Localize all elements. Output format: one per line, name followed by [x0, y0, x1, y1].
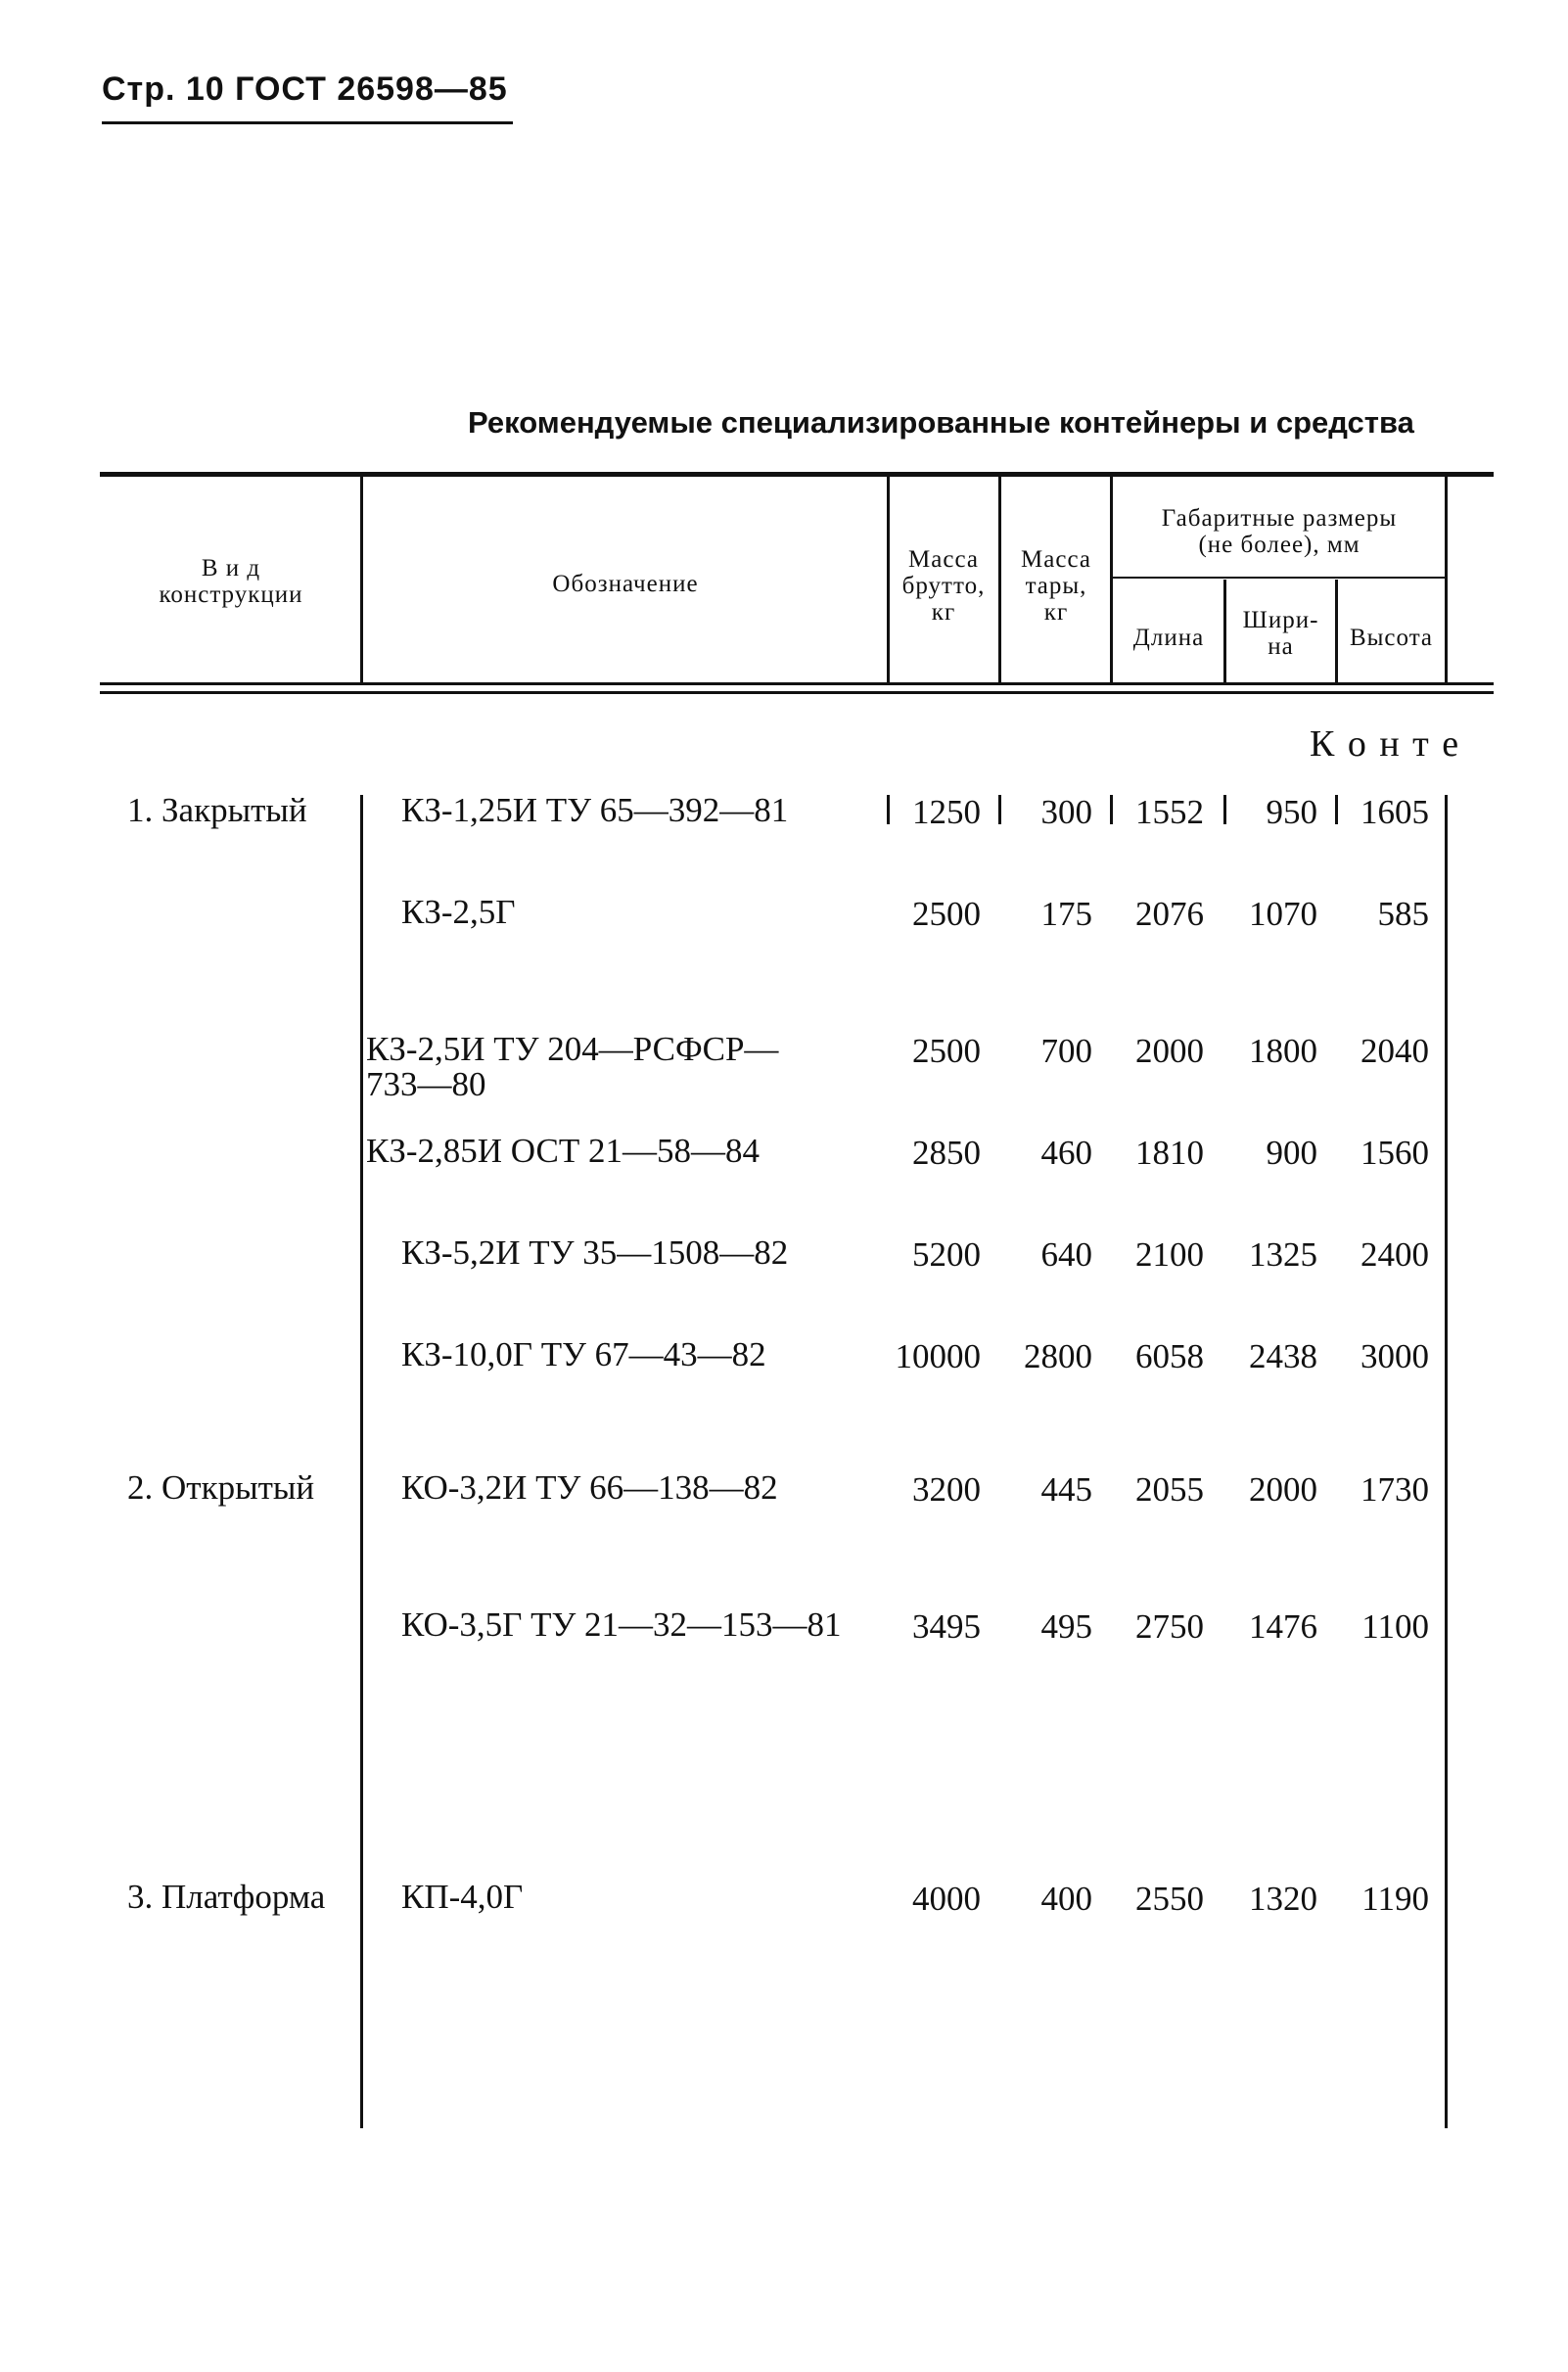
row-2-gross: 2500 [912, 895, 981, 933]
row-1-gross: 1250 [912, 793, 981, 831]
row-4-tare: 460 [1040, 1134, 1092, 1172]
row-6-height: 3000 [1360, 1337, 1429, 1375]
body-vline-right [1445, 795, 1448, 2128]
row-8-designation: КО-3,5Г ТУ 21—32—153—81 [401, 1605, 842, 1644]
row-4-width: 900 [1266, 1134, 1317, 1172]
row-1-designation: КЗ-1,25И ТУ 65—392—81 [401, 791, 789, 829]
col-header-tare-mass: Масса тары, кг [1021, 546, 1091, 626]
header-vline-7 [1445, 477, 1448, 682]
row-1-length: 1552 [1135, 793, 1204, 831]
row-1-height: 1605 [1360, 793, 1429, 831]
row-4-length: 1810 [1135, 1134, 1204, 1172]
row-5-height: 2400 [1360, 1235, 1429, 1274]
col-header-width: Шири- на [1242, 607, 1319, 660]
row-3-designation: КЗ-2,5И ТУ 204—РСФСР— 733—80 [366, 1030, 779, 1103]
row-1-tare: 300 [1040, 793, 1092, 831]
header-bottom-rule-2 [100, 691, 1494, 694]
row-2-length: 2076 [1135, 895, 1204, 933]
row-9-length: 2550 [1135, 1880, 1204, 1918]
row-5-length: 2100 [1135, 1235, 1204, 1274]
header-bottom-rule-1 [100, 682, 1494, 685]
row-7-gross: 3200 [912, 1470, 981, 1509]
row-1-type: 1. Закрытый [127, 791, 307, 829]
row-3-gross: 2500 [912, 1032, 981, 1070]
col-header-type: В и д конструкции [159, 555, 303, 608]
header-vline-1 [360, 477, 363, 682]
row-6-gross: 10000 [895, 1337, 981, 1375]
row-5-gross: 5200 [912, 1235, 981, 1274]
row-3-width: 1800 [1249, 1032, 1317, 1070]
row-4-gross: 2850 [912, 1134, 981, 1172]
row-9-width: 1320 [1249, 1880, 1317, 1918]
row-2-designation: КЗ-2,5Г [401, 893, 516, 931]
section-heading: К о н т е [1310, 723, 1461, 765]
row-3-tare: 700 [1040, 1032, 1092, 1070]
col-header-dimensions: Габаритные размеры (не более), мм [1161, 505, 1398, 558]
row-4-height: 1560 [1360, 1134, 1429, 1172]
row-4-designation: КЗ-2,85И ОСТ 21—58—84 [366, 1132, 760, 1170]
col-header-gross-mass: Масса брутто, кг [901, 546, 986, 626]
row-9-type: 3. Платформа [127, 1878, 326, 1916]
col-header-height: Высота [1349, 625, 1434, 651]
row-7-designation: КО-3,2И ТУ 66—138—82 [401, 1468, 778, 1507]
row-6-length: 6058 [1135, 1337, 1204, 1375]
row-7-height: 1730 [1360, 1470, 1429, 1509]
row-3-height: 2040 [1360, 1032, 1429, 1070]
row-7-tare: 445 [1040, 1470, 1092, 1509]
dimensions-group-rule [1112, 577, 1445, 579]
row-8-width: 1476 [1249, 1607, 1317, 1646]
table-title: Рекомендуемые специализированные контейнеры и средства [468, 405, 1414, 440]
row-6-width: 2438 [1249, 1337, 1317, 1375]
page-header: Стр. 10 ГОСТ 26598—85 [102, 70, 508, 108]
body-vline-type [360, 795, 363, 2128]
row-9-height: 1190 [1361, 1880, 1429, 1918]
col-header-length: Длина [1132, 625, 1205, 651]
row-8-gross: 3495 [912, 1607, 981, 1646]
row-6-tare: 2800 [1024, 1337, 1092, 1375]
row-2-height: 585 [1377, 895, 1429, 933]
header-underline [102, 121, 513, 124]
row-3-length: 2000 [1135, 1032, 1204, 1070]
row-7-width: 2000 [1249, 1470, 1317, 1509]
row-5-designation: КЗ-5,2И ТУ 35—1508—82 [401, 1233, 789, 1272]
row-9-gross: 4000 [912, 1880, 981, 1918]
row-8-tare: 495 [1040, 1607, 1092, 1646]
col-header-designation: Обозначение [552, 571, 699, 597]
row-2-tare: 175 [1040, 895, 1092, 933]
row-8-height: 1100 [1361, 1607, 1429, 1646]
row-1-width: 950 [1266, 793, 1317, 831]
row-5-tare: 640 [1040, 1235, 1092, 1274]
table-top-rule [100, 472, 1494, 477]
row-7-length: 2055 [1135, 1470, 1204, 1509]
row-7-type: 2. Открытый [127, 1468, 315, 1507]
row-9-tare: 400 [1040, 1880, 1092, 1918]
row-8-length: 2750 [1135, 1607, 1204, 1646]
row-9-designation: КП-4,0Г [401, 1878, 524, 1916]
row-2-width: 1070 [1249, 895, 1317, 933]
row-5-width: 1325 [1249, 1235, 1317, 1274]
row-6-designation: КЗ-10,0Г ТУ 67—43—82 [401, 1335, 766, 1373]
